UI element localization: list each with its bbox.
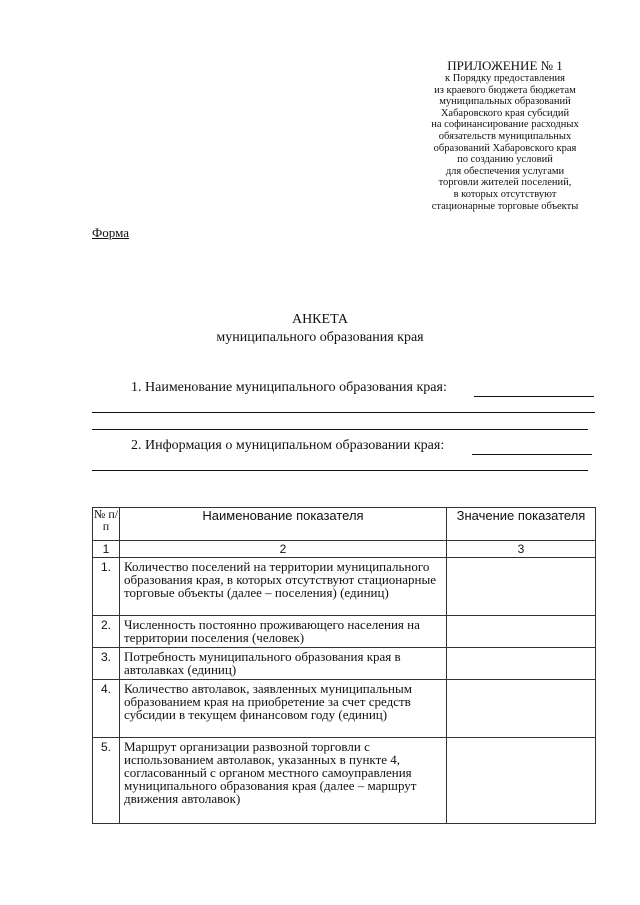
appendix-block xyxy=(400,58,610,212)
question-1-blank xyxy=(474,396,594,397)
row-indicator-value[interactable] xyxy=(447,680,596,738)
appendix-line: образований Хабаровского края xyxy=(433,142,577,154)
row-indicator-name: Потребность муниципального образования края в автолавках (единиц) xyxy=(120,648,447,680)
row-number: 3. xyxy=(93,648,120,680)
row-indicator-value[interactable] xyxy=(447,738,596,824)
question-2-label: 2. Информация о муниципальном образовании края: xyxy=(131,438,445,453)
row-indicator-name: Количество автолавок, заявленных муниципальным образованием края на приобретение за счет средств субсидии в текущем финансовом году (единиц) xyxy=(120,680,447,738)
header-number: № п/п xyxy=(93,508,120,541)
table-row xyxy=(93,738,596,824)
row-indicator-name: Численность постоянно проживающего населения на территории поселения (человек) xyxy=(120,616,447,648)
question-2-blank xyxy=(472,454,592,455)
row-number: 5. xyxy=(93,738,120,824)
document-title: АНКЕТА xyxy=(291,312,349,327)
table-row xyxy=(93,648,596,680)
appendix-line: обязательств муниципальных xyxy=(438,130,572,142)
appendix-line: для обеспечения услугами xyxy=(445,165,565,177)
appendix-line: торговли жителей поселений, xyxy=(438,177,572,189)
indicators-table xyxy=(92,507,596,824)
row-indicator-value[interactable] xyxy=(447,616,596,648)
appendix-title: ПРИЛОЖЕНИЕ № 1 xyxy=(447,58,563,73)
table-row xyxy=(93,680,596,738)
header-indicator-name: Наименование показателя xyxy=(120,508,447,541)
row-indicator-name: Маршрут организации развозной торговли с использованием автолавок, указанных в пункте 4, согласованный с органом местного самоуправления муниципального образования края (далее – маршрут движения автолавок) xyxy=(120,738,447,824)
appendix-line: Хабаровского края субсидий xyxy=(440,107,570,119)
appendix-line: муниципальных образований xyxy=(439,96,571,108)
appendix-line: на софинансирование расходных xyxy=(431,119,579,131)
appendix-line: стационарные торговые объекты xyxy=(431,200,579,212)
appendix-line: по созданию условий xyxy=(457,154,553,166)
column-number: 1 xyxy=(93,541,120,558)
row-indicator-value[interactable] xyxy=(447,558,596,616)
row-number: 4. xyxy=(93,680,120,738)
row-number: 2. xyxy=(93,616,120,648)
question-1-label: 1. Наименование муниципального образования края: xyxy=(131,380,447,395)
column-number-row xyxy=(93,541,596,558)
table-row xyxy=(93,616,596,648)
appendix-line: в которых отсутствуют xyxy=(453,188,557,200)
document-subtitle: муниципального образования края xyxy=(216,330,424,345)
row-number: 1. xyxy=(93,558,120,616)
form-label: Форма xyxy=(92,225,129,240)
question-1-blank-line xyxy=(92,429,588,430)
table-header-row xyxy=(93,508,596,541)
column-number: 3 xyxy=(447,541,596,558)
question-1-blank-line xyxy=(92,412,595,413)
row-indicator-value[interactable] xyxy=(447,648,596,680)
header-indicator-value: Значение показателя xyxy=(447,508,596,541)
table-row xyxy=(93,558,596,616)
question-2-blank-line xyxy=(92,470,588,471)
column-number: 2 xyxy=(120,541,447,558)
row-indicator-name: Количество поселений на территории муниципального образования края, в которых отсутствуют стационарные торговые объекты (далее – поселения) (единиц) xyxy=(120,558,447,616)
appendix-line: к Порядку предоставления xyxy=(445,73,565,84)
appendix-line: из краевого бюджета бюджетам xyxy=(434,84,576,96)
